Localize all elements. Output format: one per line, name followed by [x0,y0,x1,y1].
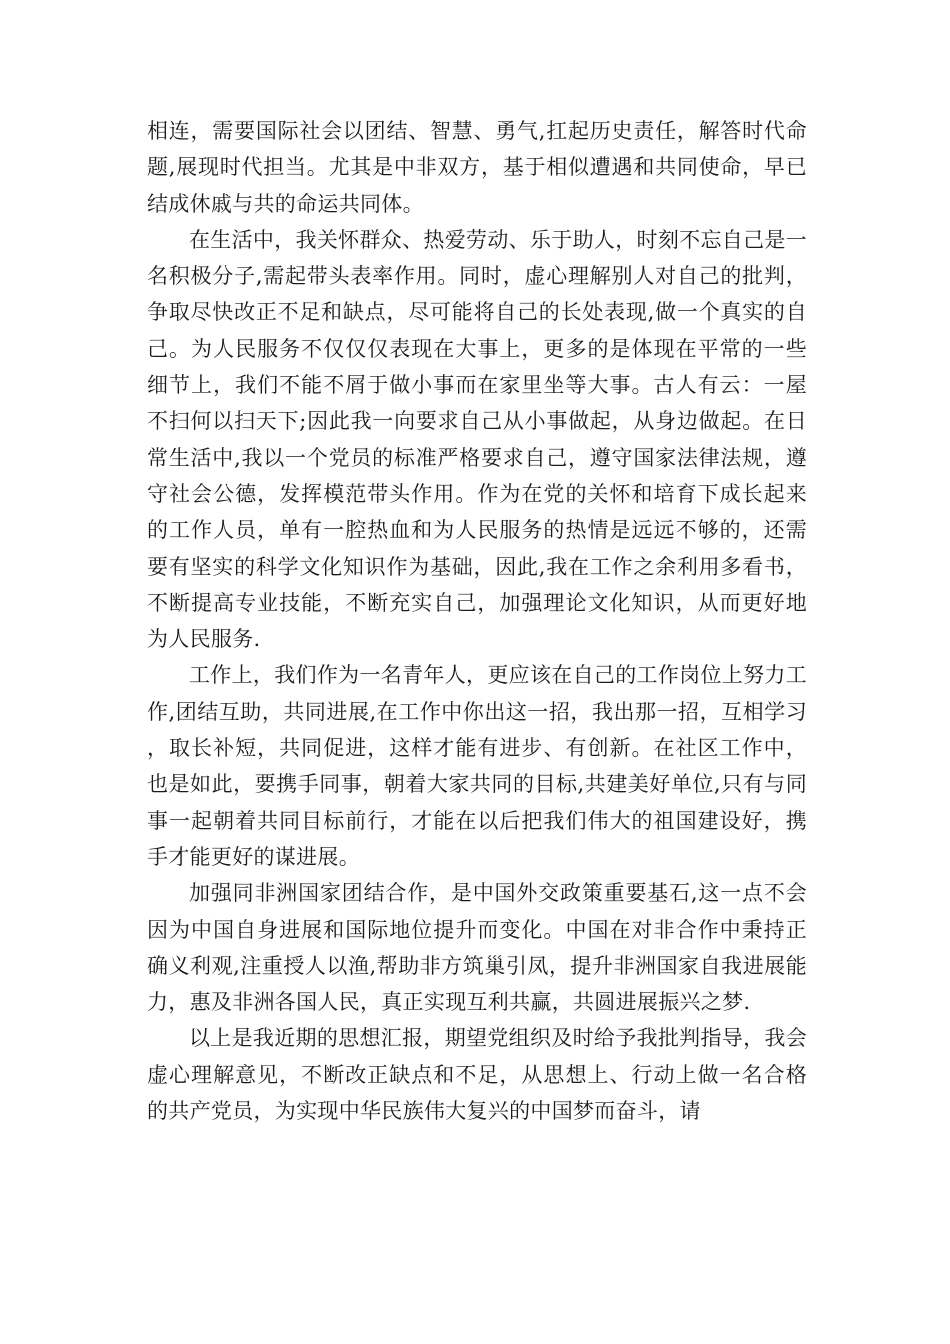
document-page [147,113,807,1129]
paragraph-1: 相连，需要国际社会以团结、智慧、勇气,扛起历史责任，解答时代命题,展现时代担当。尤其是中非双方，基于相似遭遇和共同使命，早已结成休戚与共的命运共同体。 [147,119,807,216]
paragraph-4: 加强同非洲国家团结合作，是中国外交政策重要基石,这一点不会因为中国自身进展和国际地位提升而变化。中国在对非合作中秉持正确义利观,注重授人以渔,帮助非方筑巢引凤，提升非洲国家自我进展能力，惠及非洲各国人民，真正实现互利共赢，共圆进展振兴之梦. [147,881,807,1015]
paragraph-3: 工作上，我们作为一名青年人，更应该在自己的工作岗位上努力工作,团结互助，共同进展,在工作中你出这一招，我出那一招，互相学习，取长补短，共同促进，这样才能有进步、有创新。在社区工作中，也是如此，要携手同事，朝着大家共同的目标,共建美好单位,只有与同事一起朝着共同目标前行，才能在以后把我们伟大的祖国建设好，携手才能更好的谋进展。 [147,663,807,869]
paragraph-2: 在生活中，我关怀群众、热爱劳动、乐于助人，时刻不忘自己是一名积极分子,需起带头表率作用。同时，虚心理解别人对自己的批判，争取尽快改正不足和缺点，尽可能将自己的长处表现,做一个真实的自己。为人民服务不仅仅仅表现在大事上，更多的是体现在平常的一些细节上，我们不能不屑于做小事而在家里坐等大事。古人有云：一屋不扫何以扫天下;因此我一向要求自己从小事做起，从身边做起。在日常生活中,我以一个党员的标准严格要求自己，遵守国家法律法规，遵守社会公德，发挥模范带头作用。作为在党的关怀和培育下成长起来的工作人员，单有一腔热血和为人民服务的热情是远远不够的，还需要有坚实的科学文化知识作为基础，因此,我在工作之余利用多看书，不断提高专业技能，不断充实自己，加强理论文化知识，从而更好地为人民服务. [147,227,807,652]
paragraph-5: 以上是我近期的思想汇报，期望党组织及时给予我批判指导，我会虚心理解意见，不断改正缺点和不足，从思想上、行动上做一名合格的共产党员，为实现中华民族伟大复兴的中国梦而奋斗，请 [147,1026,807,1124]
